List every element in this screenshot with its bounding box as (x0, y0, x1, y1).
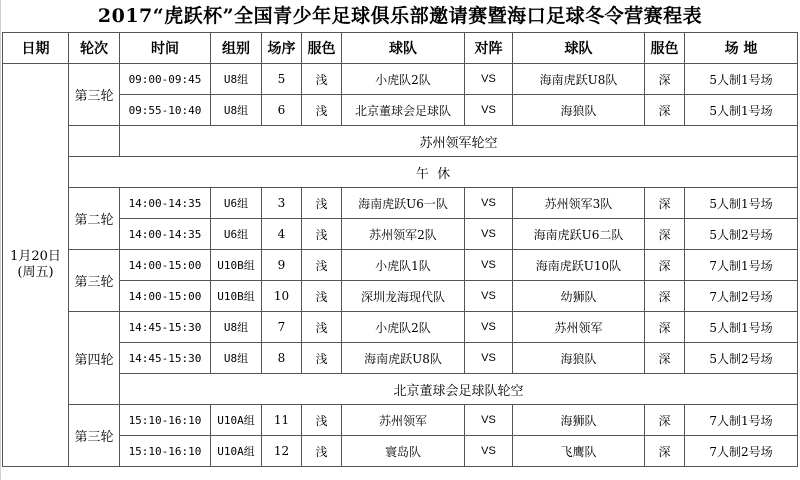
group-cell[interactable]: U10A组 (211, 436, 262, 467)
team2-cell[interactable]: 苏州领军3队 (513, 188, 645, 219)
team2-cell[interactable]: 海狼队 (513, 343, 645, 374)
date-day: 1月20日 (10, 249, 61, 264)
header-time[interactable]: 时间 (120, 33, 211, 64)
header-row (3, 33, 798, 64)
bye-note[interactable]: 苏州领军轮空 (120, 126, 798, 157)
vs-cell[interactable]: VS (465, 250, 513, 281)
vs-cell[interactable]: VS (465, 405, 513, 436)
team1-cell[interactable]: 寰岛队 (342, 436, 465, 467)
header-group[interactable]: 组别 (211, 33, 262, 64)
header-team2[interactable]: 球队 (513, 33, 645, 64)
table-row (3, 405, 798, 436)
group-cell[interactable]: U10A组 (211, 405, 262, 436)
time-cell[interactable]: 09:55-10:40 (120, 95, 211, 126)
schedule-table (2, 32, 798, 467)
color2-cell[interactable]: 深 (645, 95, 685, 126)
team2-cell[interactable]: 海狼队 (513, 95, 645, 126)
color1-cell[interactable]: 浅 (302, 281, 342, 312)
vs-cell[interactable]: VS (465, 188, 513, 219)
time-cell[interactable]: 14:00-14:35 (120, 219, 211, 250)
group-cell[interactable]: U6组 (211, 188, 262, 219)
header-color2[interactable]: 服色 (645, 33, 685, 64)
table-row (3, 281, 798, 312)
round-cell[interactable]: 第三轮 (69, 64, 120, 126)
seq-cell[interactable]: 6 (262, 95, 302, 126)
color1-cell[interactable]: 浅 (302, 219, 342, 250)
color2-cell[interactable]: 深 (645, 281, 685, 312)
header-seq[interactable]: 场序 (262, 33, 302, 64)
color1-cell[interactable]: 浅 (302, 188, 342, 219)
venue-cell[interactable]: 5人制1号场 (685, 64, 798, 95)
vs-cell[interactable]: VS (465, 95, 513, 126)
round-cell[interactable]: 第三轮 (69, 250, 120, 312)
table-row (3, 157, 798, 188)
blank-cell[interactable] (69, 126, 120, 157)
table-row (3, 250, 798, 281)
seq-cell[interactable]: 5 (262, 64, 302, 95)
table-row (3, 312, 798, 343)
team1-cell[interactable]: 苏州领军2队 (342, 219, 465, 250)
time-cell[interactable]: 15:10-16:10 (120, 405, 211, 436)
header-date[interactable]: 日期 (3, 33, 69, 64)
color1-cell[interactable]: 浅 (302, 250, 342, 281)
group-cell[interactable]: U8组 (211, 312, 262, 343)
header-color1[interactable]: 服色 (302, 33, 342, 64)
group-cell[interactable]: U8组 (211, 343, 262, 374)
venue-cell[interactable]: 7人制1号场 (685, 405, 798, 436)
seq-cell[interactable]: 11 (262, 405, 302, 436)
group-cell[interactable]: U8组 (211, 95, 262, 126)
team1-cell[interactable]: 苏州领军 (342, 405, 465, 436)
sheet-gridline (0, 0, 1, 480)
vs-cell[interactable]: VS (465, 64, 513, 95)
header-vs[interactable]: 对阵 (465, 33, 513, 64)
team2-cell[interactable]: 海狮队 (513, 405, 645, 436)
vs-cell[interactable]: VS (465, 281, 513, 312)
color2-cell[interactable]: 深 (645, 312, 685, 343)
vs-cell[interactable]: VS (465, 343, 513, 374)
seq-cell[interactable]: 8 (262, 343, 302, 374)
team1-cell[interactable]: 海南虎跃U8队 (342, 343, 465, 374)
team1-cell[interactable]: 小虎队2队 (342, 64, 465, 95)
table-row (3, 188, 798, 219)
color2-cell[interactable]: 深 (645, 436, 685, 467)
venue-cell[interactable]: 5人制2号场 (685, 343, 798, 374)
time-cell[interactable]: 14:00-15:00 (120, 250, 211, 281)
team2-cell[interactable]: 海南虎跃U6二队 (513, 219, 645, 250)
time-cell[interactable]: 14:45-15:30 (120, 343, 211, 374)
team1-cell[interactable]: 深圳龙海现代队 (342, 281, 465, 312)
table-row (3, 95, 798, 126)
team2-cell[interactable]: 飞鹰队 (513, 436, 645, 467)
round-cell[interactable]: 第二轮 (69, 188, 120, 250)
color1-cell[interactable]: 浅 (302, 343, 342, 374)
venue-cell[interactable]: 5人制1号场 (685, 95, 798, 126)
venue-cell[interactable]: 7人制2号场 (685, 436, 798, 467)
table-row (3, 343, 798, 374)
venue-cell[interactable]: 5人制1号场 (685, 312, 798, 343)
team1-cell[interactable]: 小虎队1队 (342, 250, 465, 281)
date-cell[interactable] (3, 64, 69, 467)
lunch-break-note[interactable]: 午 休 (69, 157, 798, 188)
team2-cell[interactable]: 幼狮队 (513, 281, 645, 312)
time-cell[interactable]: 14:45-15:30 (120, 312, 211, 343)
header-round[interactable]: 轮次 (69, 33, 120, 64)
group-cell[interactable]: U8组 (211, 64, 262, 95)
team1-cell[interactable]: 北京董球会足球队 (342, 95, 465, 126)
table-row (3, 219, 798, 250)
bye-note[interactable]: 北京董球会足球队轮空 (120, 374, 798, 405)
table-row (3, 374, 798, 405)
time-cell[interactable]: 14:00-15:00 (120, 281, 211, 312)
round-cell[interactable]: 第三轮 (69, 405, 120, 467)
color2-cell[interactable]: 深 (645, 343, 685, 374)
table-row (3, 64, 798, 95)
date-weekday: (周五) (17, 265, 54, 280)
team2-cell[interactable]: 海南虎跃U8队 (513, 64, 645, 95)
vs-cell[interactable]: VS (465, 219, 513, 250)
color2-cell[interactable]: 深 (645, 219, 685, 250)
round-cell[interactable]: 第四轮 (69, 312, 120, 405)
color2-cell[interactable]: 深 (645, 405, 685, 436)
group-cell[interactable]: U10B组 (211, 250, 262, 281)
vs-cell[interactable]: VS (465, 312, 513, 343)
venue-cell[interactable]: 7人制1号场 (685, 250, 798, 281)
seq-cell[interactable]: 4 (262, 219, 302, 250)
team1-cell[interactable]: 海南虎跃U6一队 (342, 188, 465, 219)
header-venue[interactable]: 场 地 (685, 33, 798, 64)
team2-cell[interactable]: 苏州领军 (513, 312, 645, 343)
color1-cell[interactable]: 浅 (302, 64, 342, 95)
time-cell[interactable]: 09:00-09:45 (120, 64, 211, 95)
seq-cell[interactable]: 7 (262, 312, 302, 343)
seq-cell[interactable]: 12 (262, 436, 302, 467)
seq-cell[interactable]: 10 (262, 281, 302, 312)
venue-cell[interactable]: 5人制1号场 (685, 188, 798, 219)
venue-cell[interactable]: 7人制2号场 (685, 281, 798, 312)
vs-cell[interactable]: VS (465, 436, 513, 467)
header-team1[interactable]: 球队 (342, 33, 465, 64)
color1-cell[interactable]: 浅 (302, 436, 342, 467)
group-cell[interactable]: U10B组 (211, 281, 262, 312)
color2-cell[interactable]: 深 (645, 250, 685, 281)
seq-cell[interactable]: 3 (262, 188, 302, 219)
venue-cell[interactable]: 5人制2号场 (685, 219, 798, 250)
group-cell[interactable]: U6组 (211, 219, 262, 250)
page-title: 2017“虎跃杯”全国青少年足球俱乐部邀请赛暨海口足球冬令营赛程表 (97, 5, 703, 27)
time-cell[interactable]: 15:10-16:10 (120, 436, 211, 467)
team2-cell[interactable]: 海南虎跃U10队 (513, 250, 645, 281)
color2-cell[interactable]: 深 (645, 188, 685, 219)
color1-cell[interactable]: 浅 (302, 405, 342, 436)
team1-cell[interactable]: 小虎队2队 (342, 312, 465, 343)
time-cell[interactable]: 14:00-14:35 (120, 188, 211, 219)
seq-cell[interactable]: 9 (262, 250, 302, 281)
color2-cell[interactable]: 深 (645, 64, 685, 95)
color1-cell[interactable]: 浅 (302, 95, 342, 126)
table-row (3, 126, 798, 157)
color1-cell[interactable]: 浅 (302, 312, 342, 343)
table-row (3, 436, 798, 467)
